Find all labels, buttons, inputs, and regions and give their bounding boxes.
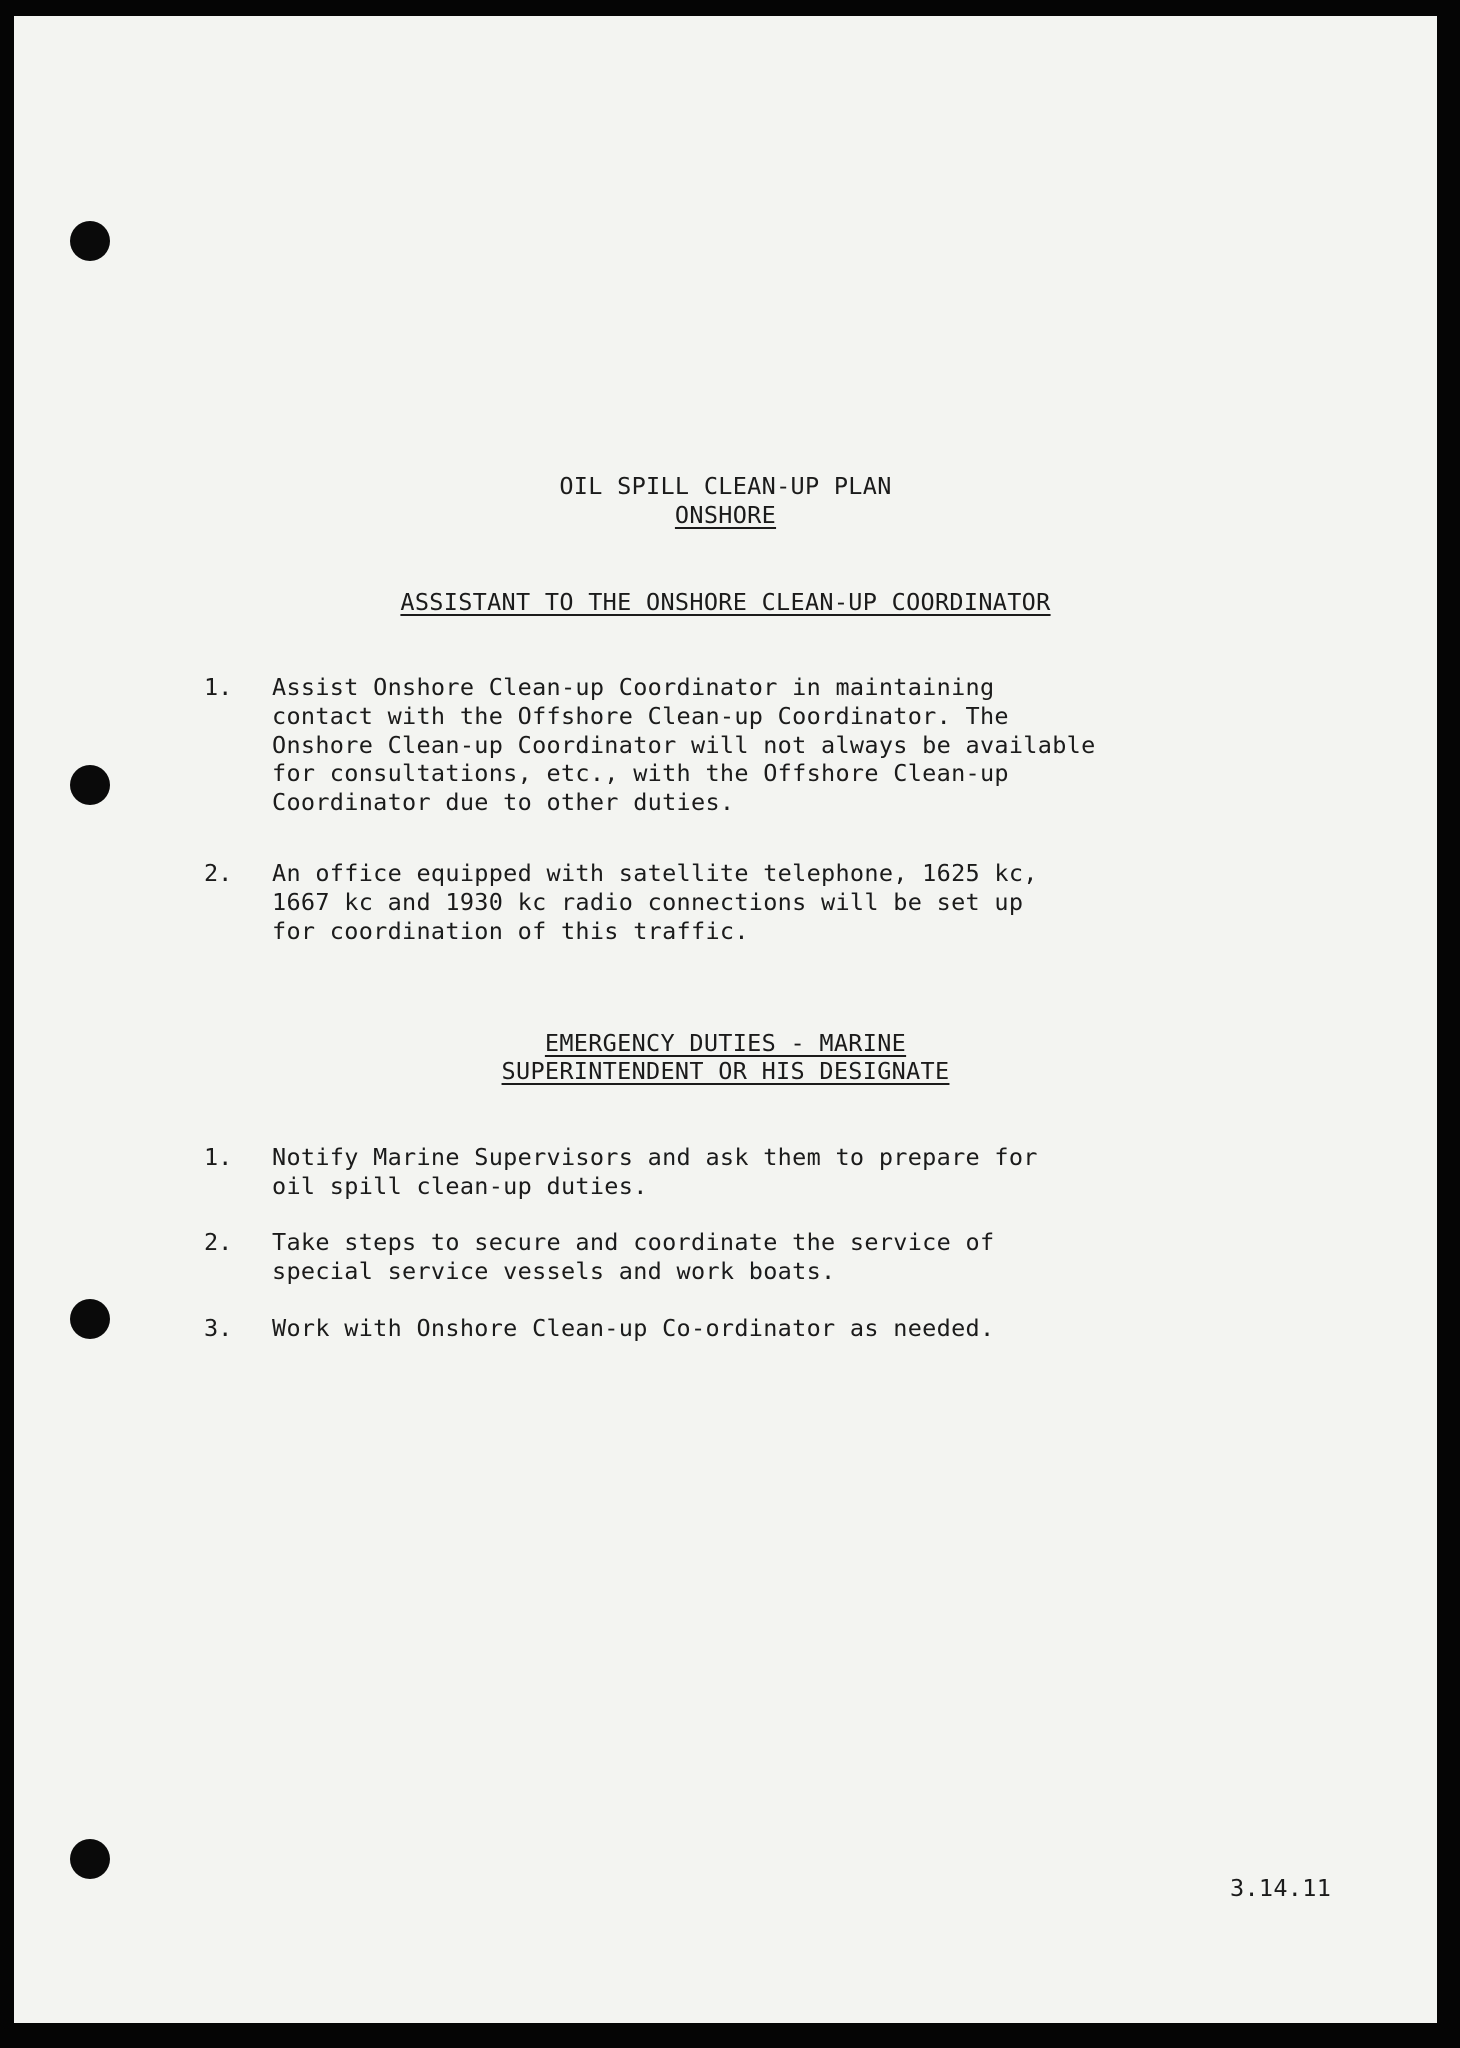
document-title: OIL SPILL CLEAN-UP PLAN [559, 472, 892, 500]
list-item-number: 1. [204, 1143, 233, 1171]
section-heading-superintendent: SUPERINTENDENT OR HIS DESIGNATE [501, 1057, 950, 1085]
list-item-number: 3. [204, 1314, 233, 1342]
punch-hole-icon [70, 221, 110, 261]
list-item-number: 2. [204, 1228, 233, 1256]
list-item-text: An office equipped with satellite telephone, 1625 kc, 1667 kc and 1930 kc radio connections will be set up for coordination of this traffic. [272, 859, 1038, 945]
document-page [14, 16, 1437, 2023]
section-heading-assistant: ASSISTANT TO THE ONSHORE CLEAN-UP COORDINATOR [400, 588, 1051, 616]
document-subtitle: ONSHORE [674, 501, 777, 529]
punch-hole-icon [70, 765, 110, 805]
section-heading-emergency: EMERGENCY DUTIES - MARINE [544, 1029, 907, 1057]
page-number: 3.14.11 [1230, 1874, 1332, 1902]
list-item-number: 1. [204, 673, 233, 701]
punch-hole-icon [70, 1299, 110, 1339]
punch-hole-icon [70, 1839, 110, 1879]
list-item-text: Take steps to secure and coordinate the service of special service vessels and work boats. [272, 1228, 995, 1285]
list-item-text: Notify Marine Supervisors and ask them to prepare for oil spill clean-up duties. [272, 1143, 1038, 1200]
list-item-text: Work with Onshore Clean-up Co-ordinator as needed. [272, 1314, 995, 1342]
list-item-number: 2. [204, 859, 233, 887]
list-item-text: Assist Onshore Clean-up Coordinator in maintaining contact with the Offshore Clean-up Coordinator. The Onshore Clean-up Coordinator will not always be available for consultations, etc., with the Offshore Clean-up Coordinator due to other duties. [272, 673, 1096, 817]
